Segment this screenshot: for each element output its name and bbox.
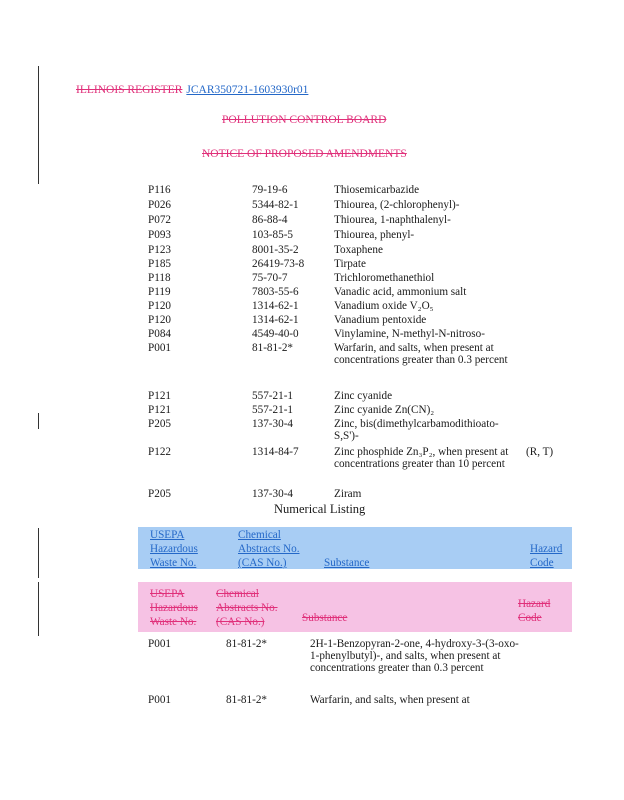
board-title: POLLUTION CONTROL BOARD [222, 114, 387, 126]
waste-code: P001 [148, 694, 172, 706]
hdr-cas-1: Chemical [238, 529, 281, 541]
cas-number: 1314-62-1 [252, 314, 299, 326]
cas-number: 79-19-6 [252, 184, 288, 196]
hdr-cas-1: Chemical [216, 588, 259, 600]
substance: 2H-1-Benzopyran-2-one, 4-hydroxy-3-(3-oxo-1-phenylbutyl)-, and salts, when present at concentrations greater than 0.3 percent [310, 638, 519, 674]
cas-number: 1314-84-7 [252, 446, 299, 458]
cas-number: 1314-62-1 [252, 300, 299, 312]
substance: Thiosemicarbazide [334, 184, 420, 196]
hdr-waste-no-2: Hazardous [150, 602, 198, 614]
waste-code: P084 [148, 328, 172, 340]
hdr-waste-no-3: Waste No. [150, 557, 197, 569]
cas-number: 557-21-1 [252, 390, 294, 402]
substance: Warfarin, and salts, when present at concentrations greater than 0.3 percent [334, 342, 508, 366]
hdr-waste-no-3: Waste No. [150, 616, 197, 628]
cas-number: 7803-55-6 [252, 286, 299, 298]
change-bar [38, 413, 39, 429]
hdr-hazard-2: Code [518, 612, 542, 624]
cas-number: 81-81-2* [226, 694, 268, 706]
hdr-waste-no-2: Hazardous [150, 543, 198, 555]
change-bar [38, 66, 39, 184]
waste-code: P185 [148, 258, 172, 270]
substance: Thiourea, (2-chlorophenyl)- [334, 199, 460, 211]
hdr-waste-no-1: USEPA [150, 588, 185, 600]
hdr-cas-2: Abstracts No. [216, 602, 278, 614]
register-deleted: ILLINOIS REGISTER [76, 84, 183, 96]
hdr-waste-no-1: USEPA [150, 529, 185, 541]
notice-title: NOTICE OF PROPOSED AMENDMENTS [202, 148, 407, 160]
change-bar [38, 528, 39, 578]
hdr-cas-2: Abstracts No. [238, 543, 300, 555]
waste-code: P116 [148, 184, 171, 196]
substance: Zinc, bis(dimethylcarbamodithioato-S,S')- [334, 418, 499, 442]
substance: Vanadium pentoxide [334, 314, 427, 326]
substance: Trichloromethanethiol [334, 272, 435, 284]
substance: Vanadic acid, ammonium salt [334, 286, 467, 298]
hdr-substance: Substance [302, 612, 348, 624]
waste-code: P072 [148, 214, 172, 226]
cas-number: 86-88-4 [252, 214, 288, 226]
substance: Tirpate [334, 258, 366, 270]
cas-number: 137-30-4 [252, 418, 294, 430]
substance: Vinylamine, N-methyl-N-nitroso- [334, 328, 485, 340]
waste-code: P121 [148, 404, 172, 416]
cas-number: 103-85-5 [252, 229, 294, 241]
waste-code: P120 [148, 314, 172, 326]
waste-code: P026 [148, 199, 172, 211]
waste-code: P118 [148, 272, 171, 284]
hdr-cas-3: (CAS No.) [238, 557, 287, 569]
inserted-table-header [138, 527, 572, 569]
cas-number: 5344-82-1 [252, 199, 299, 211]
hdr-hazard-2: Code [530, 557, 554, 569]
cas-number: 137-30-4 [252, 488, 294, 500]
substance: Thiourea, 1-naphthalenyl- [334, 214, 451, 226]
substance: Warfarin, and salts, when present at [310, 694, 470, 706]
substance: Zinc cyanide [334, 390, 393, 402]
waste-code: P205 [148, 418, 172, 430]
waste-code: P119 [148, 286, 171, 298]
cas-number: 81-81-2* [226, 638, 268, 650]
cas-number: 75-70-7 [252, 272, 288, 284]
cas-number: 8001-35-2 [252, 244, 299, 256]
substance: Toxaphene [334, 244, 383, 256]
hdr-cas-3: (CAS No.) [216, 616, 265, 628]
waste-code: P001 [148, 342, 172, 354]
hdr-hazard-1: Hazard [530, 543, 563, 555]
substance: Ziram [334, 488, 362, 500]
deleted-table-header [138, 582, 572, 632]
substance: Zinc phosphide Zn₃P₂, when present at concentrations greater than 10 percent [334, 446, 509, 470]
cas-number: 26419-73-8 [252, 258, 305, 270]
substance: Thiourea, phenyl- [334, 229, 415, 241]
waste-code: P121 [148, 390, 172, 402]
waste-code: P205 [148, 488, 172, 500]
cas-number: 81-81-2* [252, 342, 294, 354]
numerical-listing-title: Numerical Listing [274, 502, 366, 516]
waste-code: P120 [148, 300, 172, 312]
hazard-code: (R, T) [526, 446, 554, 458]
cas-number: 557-21-1 [252, 404, 294, 416]
substance: Zinc cyanide Zn(CN)₂ [334, 404, 435, 416]
substance: Vanadium oxide V₂O₅ [334, 300, 434, 312]
waste-code: P093 [148, 229, 172, 241]
hdr-hazard-1: Hazard [518, 598, 551, 610]
cas-number: 4549-40-0 [252, 328, 299, 340]
hdr-substance: Substance [324, 557, 370, 569]
change-bar [38, 582, 39, 636]
waste-code: P001 [148, 638, 172, 650]
register-header [76, 84, 308, 96]
waste-code: P123 [148, 244, 172, 256]
register-inserted: JCAR350721-1603930r01 [186, 84, 309, 96]
waste-code: P122 [148, 446, 172, 458]
